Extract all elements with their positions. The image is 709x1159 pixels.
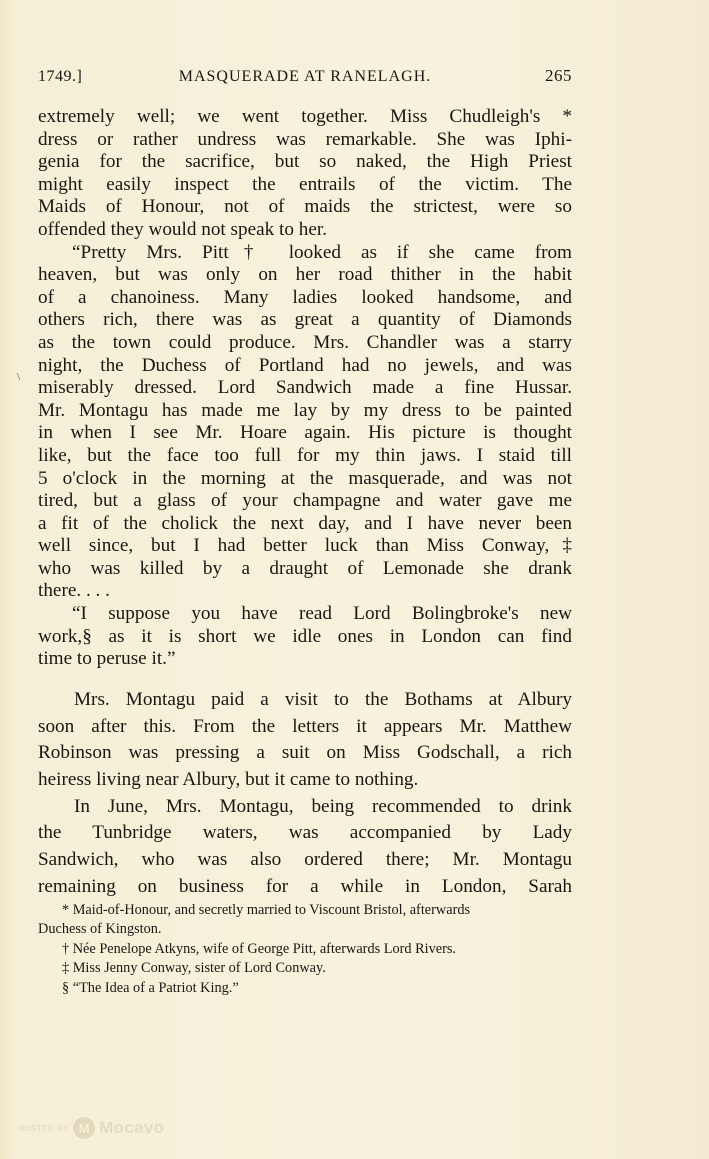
text-line: the Tunbridge waters, was accompanied by Lady <box>38 822 572 844</box>
watermark-brand: Mocavo <box>99 1118 165 1137</box>
text-line: in when I see Mr. Hoare again. His picture is thought <box>38 422 572 444</box>
text-line: night, the Duchess of Portland had no jewels, and was <box>38 354 572 376</box>
text-line: tired, but a glass of your champagne and water gave me <box>38 490 572 512</box>
text-line: soon after this. From the letters it appears Mr. Matthew <box>38 715 572 737</box>
header-title: MASQUERADE AT RANELAGH. <box>178 68 432 85</box>
text-line: “I suppose you have read Lord Bolingbroke's new <box>72 603 572 625</box>
footnotes <box>38 901 572 998</box>
text-line: dress or rather undress was remarkable. She was Iphi- <box>38 128 572 150</box>
text-line: there. . . . <box>38 580 110 602</box>
text-line: heiress living near Albury, but it came to nothing. <box>38 768 419 790</box>
text-line: heaven, but was only on her road thither in the habit <box>38 264 572 286</box>
text-line: a fit of the cholick the next day, and I have never been <box>38 512 572 534</box>
header-year: 1749.] <box>38 68 83 85</box>
text-line: “Pretty Mrs. Pitt† looked as if she came from <box>72 241 572 263</box>
page-number: 265 <box>545 66 572 85</box>
text-line: time to peruse it.” <box>38 648 176 670</box>
text-line: extremely well; we went together. Miss Chudleigh's * <box>38 106 572 127</box>
text-line: might easily inspect the entrails of the victim. The <box>38 173 572 195</box>
main-narrative <box>38 687 572 901</box>
text-line: Sandwich, who was also ordered there; Mr. Montagu <box>38 849 572 871</box>
footnote-line: Duchess of Kingston. <box>38 921 162 938</box>
text-line: like, but the face too full for my thin jaws. I staid till <box>38 444 572 466</box>
running-header <box>38 66 572 90</box>
watermark-prefix: HOSTED BY <box>18 1123 70 1133</box>
text-line: of a chanoiness. Many ladies looked handsome, and <box>38 286 572 308</box>
text-line: well since, but I had better luck than Miss Conway,‡ <box>38 535 572 557</box>
body-text <box>38 106 572 900</box>
footnote-line: * Maid-of-Honour, and secretly married to Viscount Bristol, afterwards <box>62 902 471 918</box>
text-line: Maids of Honour, not of maids the strictest, were so <box>38 196 572 218</box>
hosted-by-watermark <box>18 1116 164 1140</box>
text-line: genia for the sacrifice, but so naked, the High Priest <box>38 151 572 173</box>
text-line: others rich, there was as great a quantity of Diamonds <box>38 309 572 331</box>
footnote-line: § “The Idea of a Patriot King.” <box>62 979 239 996</box>
letter-quote <box>38 106 572 671</box>
margin-mark: \ <box>17 371 21 383</box>
text-line: Mr. Montagu has made me lay by my dress to be painted <box>38 399 572 421</box>
text-line: miserably dressed. Lord Sandwich made a fine Hussar. <box>38 377 572 399</box>
text-line: offended they would not speak to her. <box>38 218 327 240</box>
mocavo-logo-icon: M <box>73 1117 95 1139</box>
text-line: work,§ as it is short we idle ones in London can find <box>38 625 572 647</box>
text-line: Robinson was pressing a suit on Miss Godschall, a rich <box>38 742 572 764</box>
text-line: who was killed by a draught of Lemonade she drank <box>38 557 572 579</box>
text-line: In June, Mrs. Montagu, being recommended to drink <box>74 795 572 817</box>
text-line: remaining on business for a while in London, Sarah <box>38 875 572 897</box>
text-line: as the town could produce. Mrs. Chandler was a starry <box>38 331 572 353</box>
footnote-line: † Née Penelope Atkyns, wife of George Pitt, afterwards Lord Rivers. <box>62 940 456 957</box>
footnote-line: ‡ Miss Jenny Conway, sister of Lord Conway. <box>62 960 326 977</box>
text-line: Mrs. Montagu paid a visit to the Bothams at Albury <box>74 688 572 710</box>
text-line: 5 o'clock in the morning at the masquerade, and was not <box>38 467 572 489</box>
